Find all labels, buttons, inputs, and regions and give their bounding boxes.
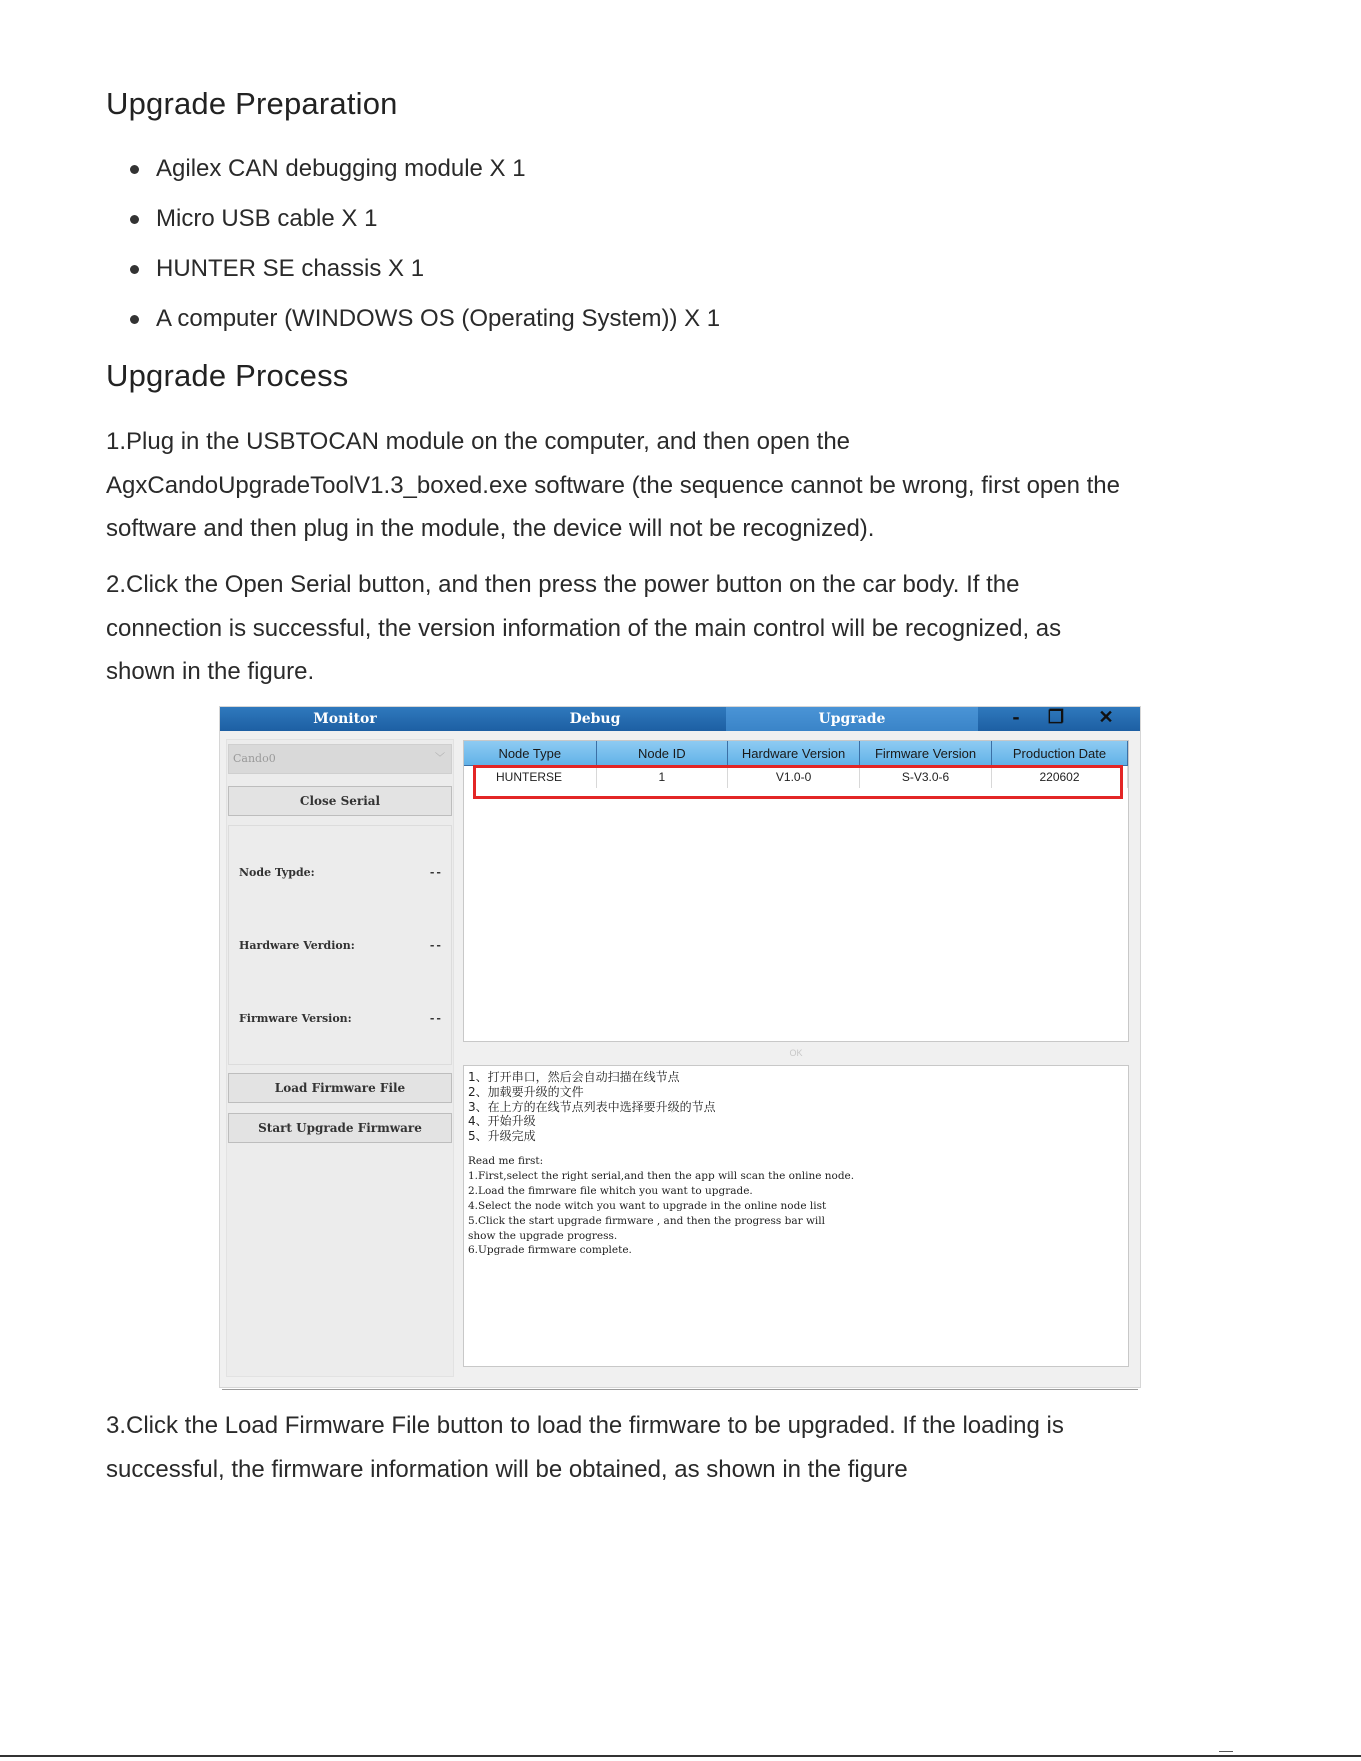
device-select[interactable] — [228, 744, 452, 774]
section-heading-process: Upgrade Process — [106, 358, 349, 393]
column-header[interactable]: Firmware Version — [860, 741, 992, 766]
log-line: 1.First,select the right serial,and then the app will scan the online node. — [468, 1169, 855, 1182]
info-value: -- — [429, 866, 443, 879]
log-line: 2、加载要升级的文件 — [468, 1084, 584, 1099]
text-line: shown in the figure. — [106, 658, 315, 685]
table-cell: 220602 — [991, 766, 1127, 789]
list-item: Micro USB cable X 1 — [106, 198, 720, 248]
info-node-type — [239, 866, 443, 879]
info-firmware-version — [239, 1012, 443, 1025]
preparation-list — [106, 148, 720, 348]
list-item: Agilex CAN debugging module X 1 — [106, 148, 720, 198]
info-label: Node Typde: — [239, 866, 315, 879]
text-line: successful, the firmware information will be obtained, as shown in the figure — [106, 1455, 908, 1483]
chevron-down-icon: ﹀ — [435, 753, 445, 764]
load-firmware-button[interactable]: Load Firmware File — [228, 1073, 452, 1103]
ok-label: OK — [789, 1048, 803, 1058]
log-line: 5、升级完成 — [468, 1129, 536, 1144]
footer-mark — [1219, 1751, 1233, 1752]
text-line: 1.Plug in the USBTOCAN module on the computer, and then open the — [106, 428, 851, 455]
step-1-paragraph — [106, 420, 1256, 551]
close-icon[interactable]: ✕ — [1098, 707, 1114, 728]
info-value: -- — [429, 1012, 443, 1025]
tab-bar — [220, 707, 1140, 731]
restore-icon[interactable]: ❐ — [1047, 707, 1065, 728]
instructions-log — [463, 1065, 1129, 1367]
column-header[interactable]: Production Date — [991, 741, 1127, 766]
highlight-box — [473, 765, 1123, 799]
info-label: Firmware Version: — [239, 1012, 352, 1025]
log-line: 2.Load the fimrware file whitch you want to upgrade. — [468, 1184, 753, 1197]
list-item: A computer (WINDOWS OS (Operating System)) X 1 — [106, 298, 720, 348]
log-english — [468, 1154, 1128, 1258]
log-line: 4、开始升级 — [468, 1114, 536, 1129]
info-label: Hardware Verdion: — [239, 939, 355, 952]
tab-monitor[interactable]: Monitor — [313, 711, 377, 727]
log-line: 6.Upgrade firmware complete. — [468, 1244, 632, 1257]
text-line: connection is successful, the version information of the main control will be recognized, as — [106, 614, 1062, 642]
table-cell: V1.0-0 — [728, 766, 860, 789]
section-heading-preparation: Upgrade Preparation — [106, 86, 398, 121]
tab-upgrade[interactable]: Upgrade — [726, 707, 978, 731]
log-line: Read me first: — [468, 1154, 544, 1167]
start-upgrade-button[interactable]: Start Upgrade Firmware — [228, 1113, 452, 1143]
text-line: AgxCandoUpgradeToolV1.3_boxed.exe software (the sequence cannot be wrong, first open the — [106, 471, 1120, 499]
list-item: HUNTER SE chassis X 1 — [106, 248, 720, 298]
log-line: 1、打开串口，然后会自动扫描在线节点 — [468, 1070, 680, 1084]
step-2-paragraph — [106, 563, 1256, 694]
tab-debug[interactable]: Debug — [569, 711, 621, 727]
info-hardware-version — [239, 939, 443, 952]
online-node-table — [463, 740, 1129, 1042]
minimize-icon[interactable]: - — [1012, 707, 1020, 728]
table-cell: S-V3.0-6 — [860, 766, 992, 789]
text-line: 3.Click the Load Firmware File button to load the firmware to be upgraded. If the loading is — [106, 1412, 1064, 1439]
table-cell: 1 — [596, 766, 728, 789]
table-cell: HUNTERSE — [464, 766, 596, 789]
column-header[interactable]: Node Type — [464, 741, 596, 766]
close-serial-button[interactable]: Close Serial — [228, 786, 452, 816]
info-value: -- — [429, 939, 443, 952]
device-select-value: Cando0 — [233, 752, 276, 765]
text-line: software and then plug in the module, the device will not be recognized). — [106, 515, 875, 542]
page-footer-divider — [0, 1755, 1361, 1757]
log-line: 3、在上方的在线节点列表中选择要升级的节点 — [468, 1099, 716, 1114]
node-info-box — [228, 825, 452, 1065]
figure-underline — [222, 1389, 1138, 1390]
log-chinese — [468, 1070, 1128, 1144]
upgrade-tool-window — [219, 706, 1141, 1388]
log-line: 5.Click the start upgrade firmware , and then the progress bar will — [468, 1214, 825, 1227]
log-line: show the upgrade progress. — [468, 1229, 618, 1242]
log-line: 4.Select the node witch you want to upgrade in the online node list — [468, 1199, 827, 1212]
text-line: 2.Click the Open Serial button, and then press the power button on the car body. If the — [106, 571, 1020, 598]
column-header[interactable]: Hardware Version — [728, 741, 860, 766]
column-header[interactable]: Node ID — [596, 741, 728, 766]
step-3-paragraph — [106, 1404, 1256, 1491]
